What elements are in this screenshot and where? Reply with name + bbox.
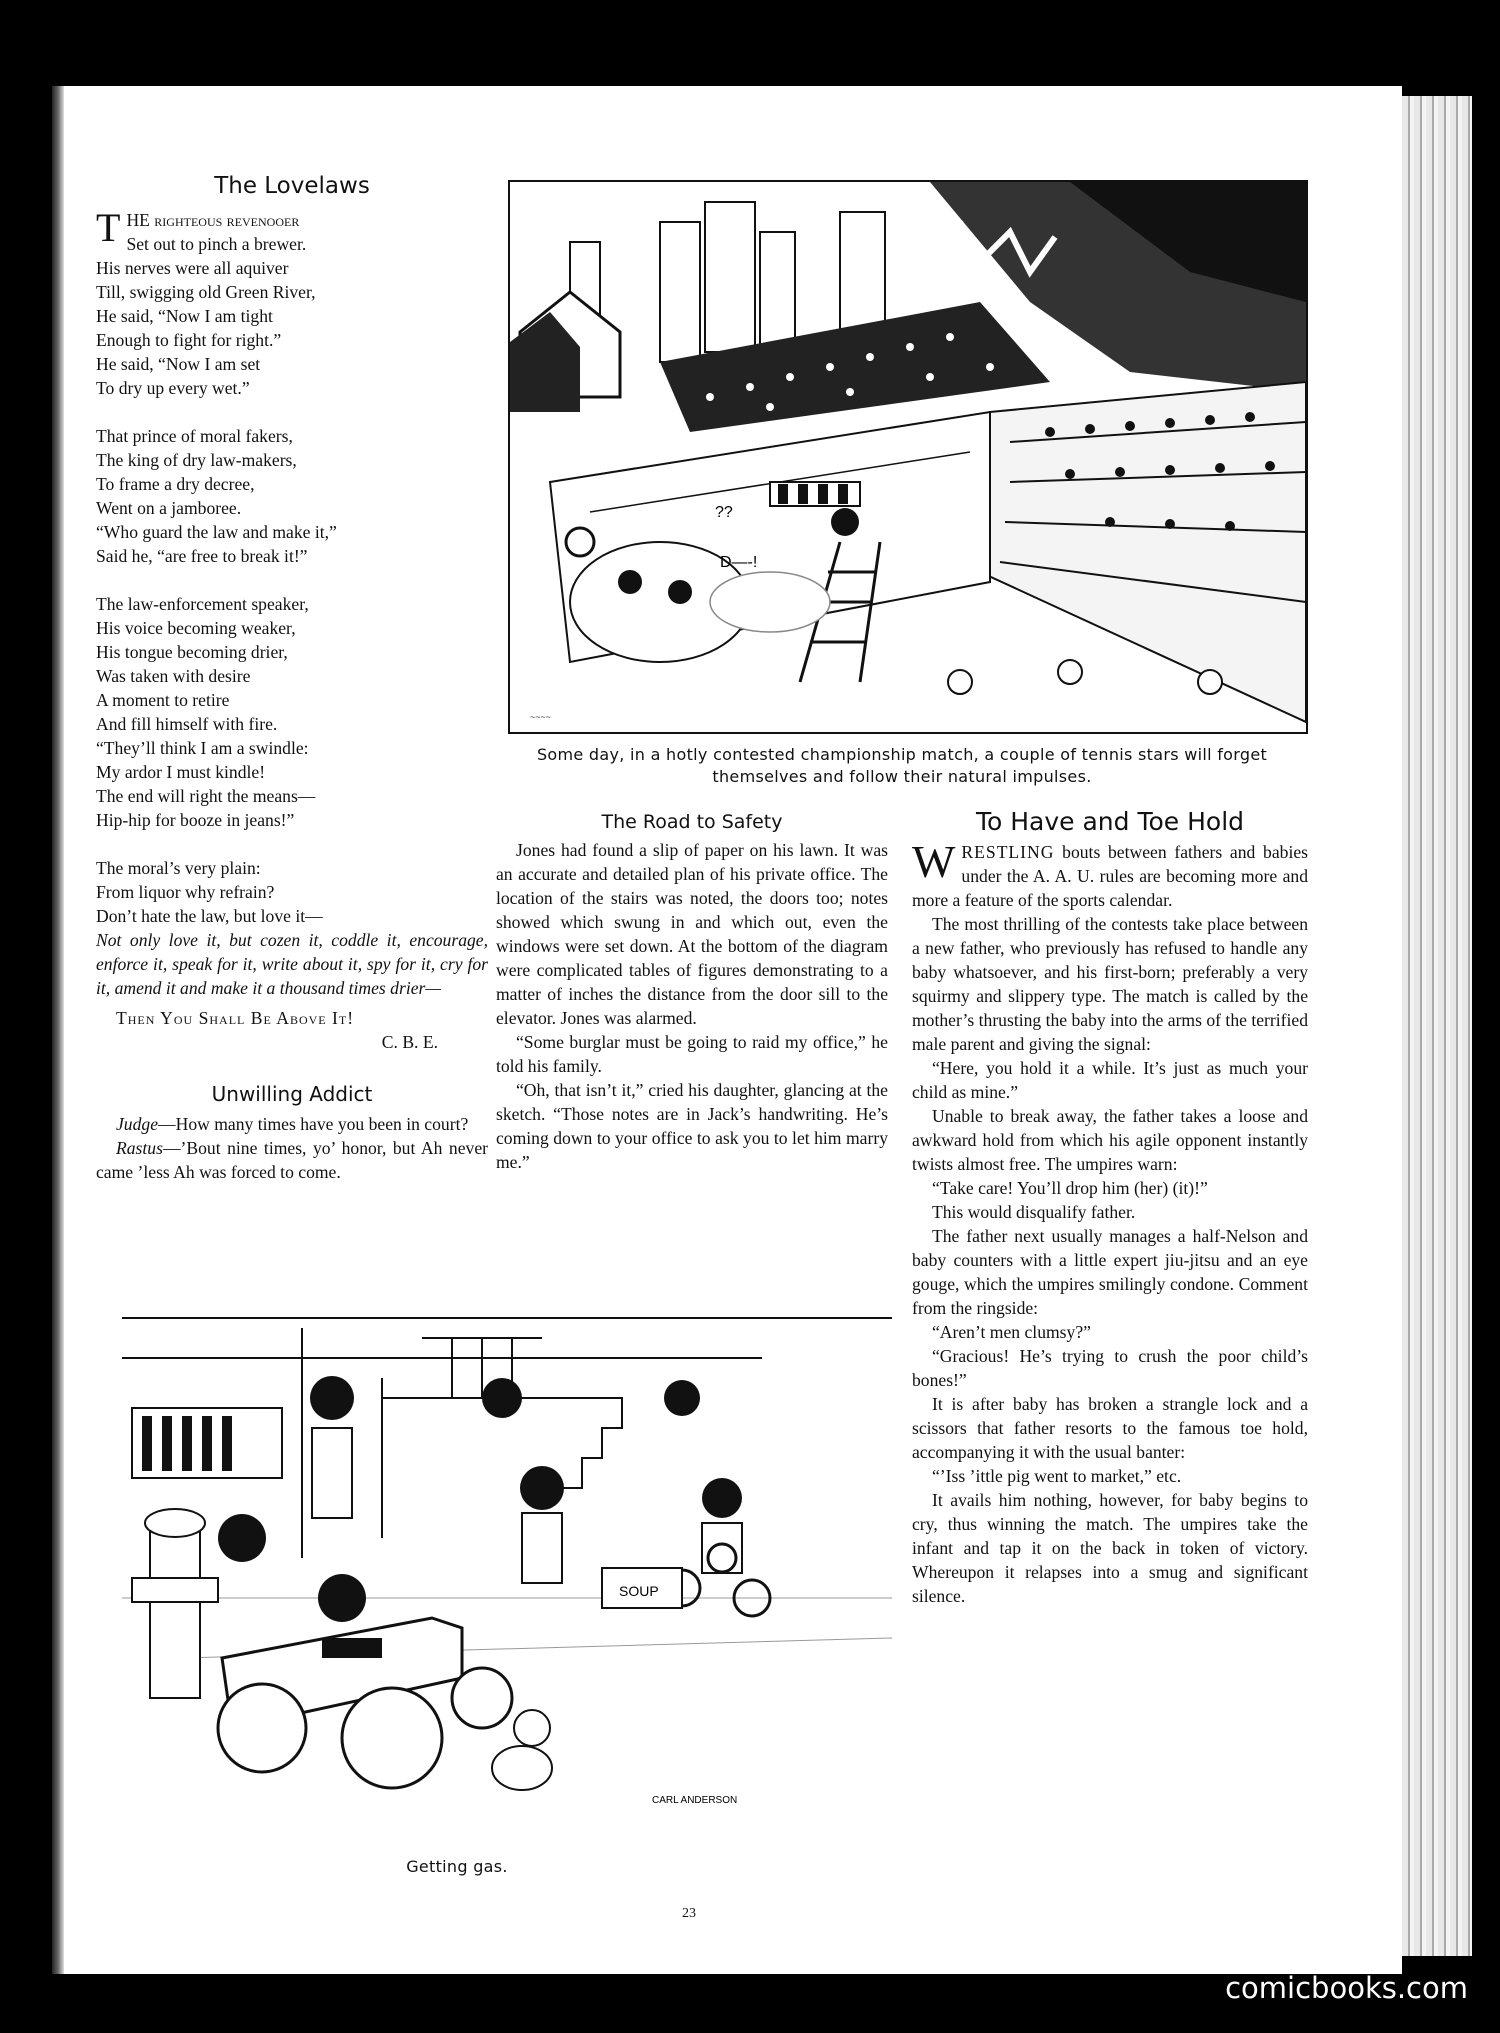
- poem-line: The end will right the means—: [96, 786, 316, 806]
- toe-paragraph: “Gracious! He’s trying to crush the poor child’s bones!”: [912, 1346, 1308, 1390]
- rastus-text: —’Bout nine times, yo’ honor, but Ah never came ’less Ah was forced to come.: [96, 1138, 488, 1182]
- toe-paragraph: The father next usually manages a half-Nelson and baby counters with a little expert jiu-jitsu and an eye gouge, which the umpires smilingly condone. Comment from the ringside:: [912, 1226, 1308, 1318]
- toe-paragraph: “Here, you hold it a while. It’s just as much your child as mine.”: [912, 1058, 1308, 1102]
- toe-paragraph: This would disqualify father.: [932, 1202, 1136, 1222]
- drop-cap: T: [96, 205, 121, 250]
- poem-line: That prince of moral fakers,: [96, 426, 293, 446]
- poem-line: “Who guard the law and make it,”: [96, 522, 337, 542]
- lead-text: bouts between fathers and babies under the A. A. U. rules are becoming more and more a feature of the sports calendar.: [912, 842, 1308, 910]
- toe-paragraph: The most thrilling of the contests take place between a new father, who previously has refused to handle any baby whatsoever, and his first-born; preferably a very squirmy and slippery type. The match is called by the mother’s thrusting the baby into the arms of the terrified male parent and giving the signal:: [912, 914, 1308, 1054]
- toe-paragraph: It is after baby has broken a strangle lock and a scissors that father resorts to the famous toe hold, accompanying it with the usual banter:: [912, 1394, 1308, 1462]
- addict-line-1: [96, 1112, 488, 1136]
- binding-shadow: [52, 86, 64, 1974]
- poem-line: And fill himself with fire.: [96, 714, 278, 734]
- watermark: comicbooks.com: [1225, 1971, 1468, 2005]
- poem-line: From liquor why refrain?: [96, 882, 275, 902]
- tennis-cartoon: [508, 180, 1308, 734]
- poem-line: He said, “Now I am tight: [96, 306, 273, 326]
- poem-line: My ardor I must kindle!: [96, 762, 266, 782]
- toe-paragraph: Unable to break away, the father takes a loose and awkward hold from which his agile opponent instantly twists almost free. The umpires warn:: [912, 1106, 1308, 1174]
- soup-box-label: SOUP: [619, 1583, 659, 1599]
- toe-paragraph: It avails him nothing, however, for baby begins to cry, thus winning the match. The umpires take the infant and tap it on the back in token of victory. Whereupon it relapses into a smug and significant silence.: [912, 1490, 1308, 1606]
- getting-gas-drawing: [122, 1298, 892, 1844]
- stanza-3: [96, 592, 488, 832]
- speaker-rastus: Rastus: [116, 1138, 163, 1158]
- drop-cap: W: [912, 836, 956, 887]
- poem-line: The moral’s very plain:: [96, 858, 261, 878]
- poem-line: To frame a dry decree,: [96, 474, 255, 494]
- road-paragraph: “Some burglar must be going to raid my office,” he told his family.: [496, 1032, 888, 1076]
- judge-text: —How many times have you been in court?: [158, 1114, 469, 1134]
- poem-line: Don’t hate the law, but love it—: [96, 906, 323, 926]
- poem-closing-line: Then You Shall Be Above It!: [116, 1008, 355, 1028]
- speaker-judge: Judge: [116, 1114, 159, 1134]
- road-title: The Road to Safety: [601, 811, 783, 833]
- road-paragraph: “Oh, that isn’t it,” cried his daughter, glancing at the sketch. “Those notes are in Jack’s handwriting. He’s coming down to your office to ask you to let him marry me.”: [496, 1080, 888, 1172]
- getting-gas-cartoon: [122, 1298, 892, 1844]
- stanza-2: [96, 424, 488, 568]
- road-paragraph: Jones had found a slip of paper on his lawn. It was an accurate and detailed plan of his private office. The location of the stairs was noted, the doors too; notes showed which swung in and which out, even the windows were set down. At the bottom of the diagram were complicated tables of figures demonstrating to a matter of inches the distance from the door sill to the elevator. Jones was alarmed.: [496, 840, 888, 1028]
- poem-line: Enough to fight for right.”: [96, 330, 282, 350]
- page-number: 23: [682, 1906, 696, 1921]
- toe-paragraph: “Take care! You’ll drop him (her) (it)!”: [932, 1178, 1208, 1198]
- poem-line: Was taken with desire: [96, 666, 251, 686]
- stanza-4: [96, 856, 488, 1054]
- tennis-caption: Some day, in a hotly contested championship match, a couple of tennis stars will forget themselves and follow their natural impulses.: [536, 745, 1268, 786]
- toe-lead-paragraph: [912, 836, 1308, 912]
- toe-title: To Have and Toe Hold: [975, 807, 1245, 836]
- poem-line: “They’ll think I am a swindle:: [96, 738, 309, 758]
- poem-line: The king of dry law-makers,: [96, 450, 297, 470]
- poem-line: A moment to retire: [96, 690, 230, 710]
- column-left: [96, 174, 488, 1184]
- poem-line: Went on a jamboree.: [96, 498, 242, 518]
- toe-paragraph: “Aren’t men clumsy?”: [932, 1322, 1091, 1342]
- stanza-1: [96, 205, 488, 400]
- poem-line: Hip-hip for booze in jeans!”: [96, 810, 295, 830]
- cartoon-curse: D—-!: [720, 554, 758, 571]
- poem-line: He said, “Now I am set: [96, 354, 261, 374]
- lovelaws-title: The Lovelaws: [214, 173, 370, 199]
- column-right: [912, 807, 1308, 1608]
- toe-paragraph: “’Iss ’ittle pig went to market,” etc.: [932, 1466, 1182, 1486]
- poem-line: Said he, “are free to break it!”: [96, 546, 308, 566]
- lovelaws-poem: [96, 205, 488, 1054]
- column-middle: [496, 810, 888, 1174]
- addict-title: Unwilling Addict: [211, 1082, 373, 1106]
- page-edges: [1402, 96, 1472, 1956]
- magazine-page: [52, 86, 1402, 1974]
- artist-signature: CARL ANDERSON: [652, 1795, 738, 1806]
- poem-line: To dry up every wet.”: [96, 378, 250, 398]
- poem-line: His nerves were all aquiver: [96, 258, 289, 278]
- cartoon-artist-signature: ~~~~: [530, 712, 552, 722]
- poem-signature: C. B. E.: [381, 1032, 438, 1052]
- poem-line: His voice becoming weaker,: [96, 618, 296, 638]
- poem-line: Till, swigging old Green River,: [96, 282, 316, 302]
- poem-line: His tongue becoming drier,: [96, 642, 288, 662]
- cartoon-exclaim: ??: [715, 504, 733, 521]
- lead-small-caps: RESTLING: [961, 842, 1055, 862]
- gas-caption: Getting gas.: [406, 1857, 508, 1876]
- poem-italic-passage: Not only love it, but cozen it, coddle it, encourage, enforce it, speak for it, write about it, spy for it, cry for it, amend it and make it a thousand times drier—: [96, 930, 488, 998]
- poem-line: The law-enforcement speaker,: [96, 594, 309, 614]
- poem-line: Set out to pinch a brewer.: [126, 234, 307, 254]
- tennis-cartoon-drawing: [510, 182, 1306, 732]
- poem-line: HE righteous revenooer: [126, 210, 300, 230]
- addict-line-2: [96, 1136, 488, 1184]
